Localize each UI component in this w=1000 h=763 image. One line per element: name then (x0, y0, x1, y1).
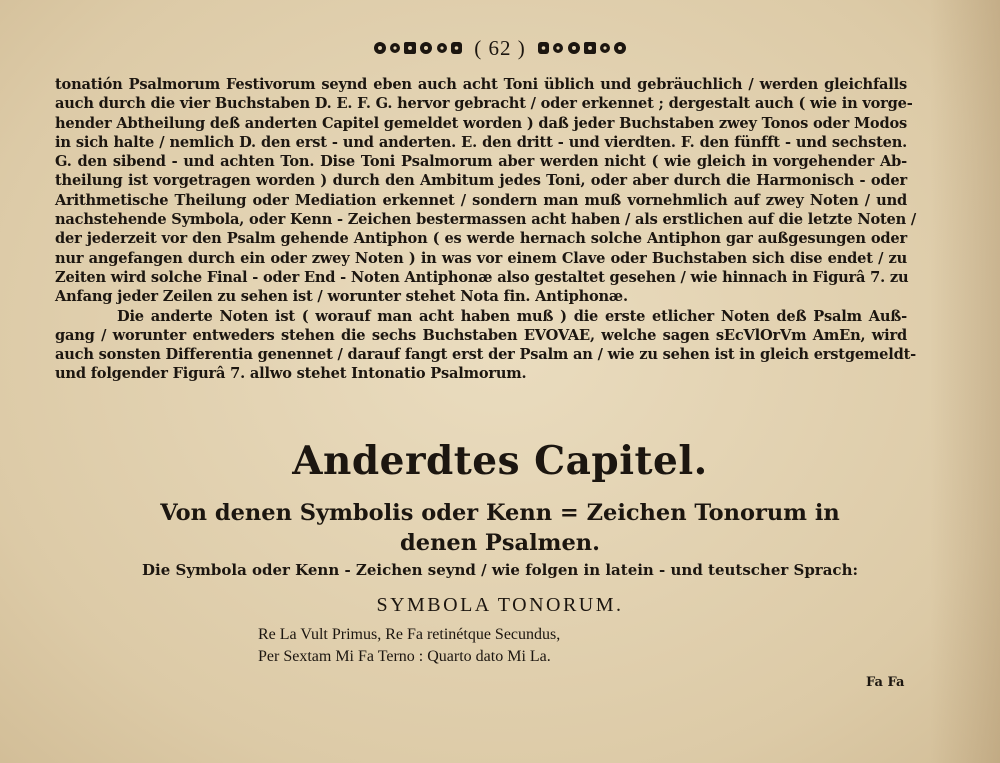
text-line: gang / worunter entweders stehen die sechs Buchstaben EVOVAE, welche sagen sEcVlOrVm AmEn, wird (55, 326, 907, 344)
text-line: in sich halte / nemlich D. den erst - und anderten. E. den dritt - und vierdten. F. den fünfft - und sechsten. (55, 133, 907, 151)
text-line: Die anderte Noten ist ( worauf man acht haben muß ) die erste etlicher Noten deß Psalm Auß- (117, 307, 907, 325)
text-line: der jederzeit vor den Psalm gehende Antiphon ( es werde hernach solche Antiphon gar außgesungen oder (55, 230, 907, 248)
verse-line-2: Per Sextam Mi Fa Terno : Quarto dato Mi La. (258, 648, 551, 665)
chapter-title: Anderdtes Capitel. (292, 438, 708, 484)
verse-line-1: Re La Vult Primus, Re Fa retinétque Secundus, (258, 626, 561, 643)
chapter-subtitle (150, 498, 850, 558)
body-text (55, 75, 917, 384)
text-line: G. den sibend - und achten Ton. Dise Toni Psalmorum aber werden nicht ( wie gleich in vorgehender Ab- (55, 153, 907, 171)
text-line: tonatión Psalmorum Festivorum seynd eben auch acht Toni üblich und gebräuchlich / werden gleichfalls (55, 76, 907, 93)
text-line: und folgender Figurâ 7. allwo stehet Intonatio Psalmorum. (55, 365, 527, 383)
text-line: Anfang jeder Zeilen zu sehen ist / worunter stehet Nota fin. Antiphonæ. (55, 288, 628, 306)
text-line: nachstehende Symbola, oder Kenn - Zeichen bestermassen acht haben / als erstlichen auf die letzte Noten / (55, 211, 917, 229)
subtitle-line-2: denen Psalmen. (400, 530, 600, 556)
chapter-intro: Die Symbola oder Kenn - Zeichen seynd / wie folgen in latein - und teutscher Sprach: (141, 561, 859, 579)
ornament-left-icon (372, 37, 464, 59)
text-line: auch durch die vier Buchstaben D. E. F. G. hervor gebracht / oder erkennet ; dergestalt auch ( wie in vorge- (55, 95, 913, 113)
page-header (0, 34, 1000, 62)
symbola-verses (258, 624, 718, 668)
text-line: theilung ist vorgetragen worden ) durch den Ambitum jedes Toni, oder aber durch die Harmonisch - oder (55, 172, 907, 190)
symbola-heading: SYMBOLA TONORUM. (376, 594, 624, 616)
text-line: Arithmetische Theilung oder Mediation erkennet / sondern man muß vornehmlich auf zwey Noten / und (55, 191, 907, 209)
paragraph-1 (55, 75, 917, 307)
text-line: auch sonsten Differentia genennet / darauf fangt erst der Psalm an / wie zu sehen ist in gleich erstgemeldt- (55, 346, 916, 364)
text-line: nur angefangen durch ein oder zwey Noten ) in was vor einem Clave oder Buchstaben sich dise endet / zu (55, 249, 907, 267)
catchword: Fa Fa (866, 675, 905, 690)
text-line: hender Abtheilung deß anderten Capitel gemeldet worden ) daß jeder Buchstaben zwey Tonos oder Modos (55, 114, 908, 132)
subtitle-line-1: Von denen Symbolis oder Kenn = Zeichen Tonorum in (160, 500, 840, 526)
ornament-right-icon (536, 37, 628, 59)
paragraph-2 (55, 307, 916, 384)
text-line: Zeiten wird solche Final - oder End - Noten Antiphonæ also gestaltet gesehen / wie hinnach in Figurâ 7. zu (55, 268, 909, 286)
page-number: ( 62 ) (474, 35, 526, 60)
